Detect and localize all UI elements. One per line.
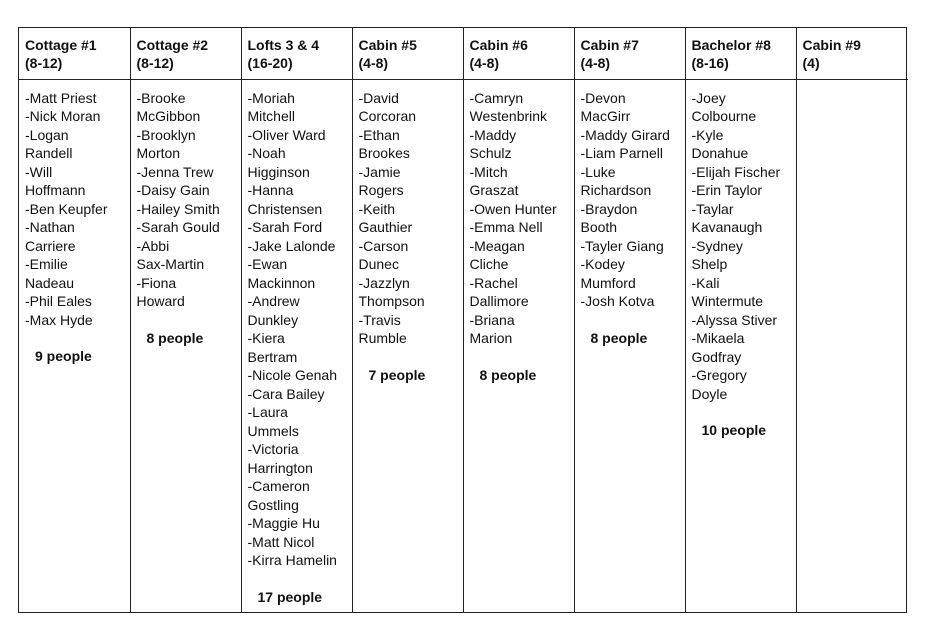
occupant-line: -Maddy — [469, 126, 517, 143]
occupant-line: -Josh Kotva — [580, 293, 655, 309]
occupant-line: Shelp — [691, 256, 728, 272]
occupant-line: -Jake Lalonde — [247, 237, 336, 254]
people-count: 10 people — [701, 422, 767, 438]
occupant-line: -Camryn — [469, 89, 524, 106]
header-row — [19, 28, 908, 79]
occupant-line: Gauthier — [358, 219, 413, 235]
occupant-line: -Nathan — [25, 219, 75, 235]
occupant-line: Mackinnon — [247, 274, 316, 291]
occupant-line: -Noah — [247, 145, 286, 161]
occupant-line: -Laura — [247, 404, 288, 420]
cabin-capacity: (8-16) — [691, 55, 729, 71]
occupant-line: -Devon — [580, 89, 626, 106]
occupant-line: -Cara Bailey — [247, 385, 325, 402]
occupant-line: -Ewan — [247, 256, 288, 272]
cabin-assignment-table — [18, 27, 907, 613]
occupant-list — [25, 89, 130, 330]
occupant-line: -Fiona — [136, 274, 177, 291]
occupant-line: Dallimore — [469, 293, 529, 309]
occupant-line: Richardson — [580, 182, 652, 198]
cabin-name: Lofts 3 & 4 — [247, 37, 320, 53]
cabin-name: Cottage #1 — [25, 37, 97, 53]
cabin-capacity: (8-12) — [25, 55, 63, 71]
cabin-capacity: (16-20) — [247, 55, 293, 71]
occupant-line: -Taylar — [691, 200, 734, 217]
occupant-line: -Andrew — [247, 293, 300, 309]
body-row — [19, 79, 908, 612]
cabin-occupants-cell — [130, 79, 241, 612]
occupant-list — [692, 89, 796, 404]
occupant-line: -Tayler Giang — [580, 237, 664, 254]
occupant-line: -Emilie — [25, 256, 68, 272]
cabin-name: Bachelor #8 — [691, 37, 771, 53]
occupant-line: -Sarah Ford — [247, 219, 323, 235]
occupant-line: -Oliver Ward — [247, 126, 326, 143]
occupant-line: -Alyssa Stiver — [691, 311, 778, 328]
occupant-line: Corcoran — [358, 108, 417, 124]
cabin-name: Cabin #7 — [580, 37, 639, 53]
occupant-line: -Phil Eales — [25, 293, 92, 309]
occupant-line: -Kodey — [580, 256, 625, 272]
occupant-line: -Rachel — [469, 274, 518, 291]
occupant-line: Cliche — [469, 256, 509, 272]
occupant-list — [359, 89, 463, 348]
occupant-line: -Matt Nicol — [247, 533, 315, 550]
occupant-line: -Moriah — [247, 89, 295, 106]
occupant-line: -Will — [25, 163, 53, 180]
occupant-line: Kavanaugh — [691, 219, 763, 235]
occupant-line: -Emma Nell — [469, 219, 543, 235]
occupant-line: -Briana — [469, 311, 515, 328]
occupant-line: Dunec — [358, 256, 399, 272]
occupant-line: -Logan — [25, 126, 69, 143]
occupant-line: -Luke — [580, 163, 616, 180]
occupant-line: -Meagan — [469, 237, 525, 254]
column-header — [19, 28, 130, 79]
occupant-line: Godfray — [691, 348, 742, 365]
cabin-name: Cabin #6 — [469, 37, 528, 53]
column-header — [796, 28, 908, 79]
occupant-line: Randell — [25, 145, 73, 161]
occupant-line: -Kirra Hamelin — [247, 552, 337, 568]
occupant-line: -Gregory — [691, 367, 747, 383]
occupant-list — [248, 89, 352, 570]
people-count: 7 people — [368, 366, 426, 383]
cabin-occupants-cell — [241, 79, 352, 612]
people-count: 8 people — [146, 329, 204, 346]
occupant-line: McGibbon — [136, 108, 201, 124]
occupant-line: -Jazzlyn — [358, 274, 410, 291]
occupant-line: Bertram — [247, 348, 298, 365]
occupant-line: Higginson — [247, 163, 310, 180]
occupant-line: -Sarah Gould — [136, 219, 220, 235]
occupant-line: Colbourne — [691, 108, 757, 124]
occupant-line: -Elijah Fischer — [691, 163, 781, 180]
occupant-line: -David — [358, 89, 399, 106]
occupant-line: Hoffmann — [25, 182, 86, 198]
cabin-occupants-cell — [685, 79, 796, 612]
occupant-line: Morton — [136, 145, 181, 161]
cabin-name: Cabin #9 — [802, 37, 861, 53]
occupant-line: Booth — [580, 219, 618, 235]
occupant-line: -Hailey Smith — [136, 200, 220, 217]
cabin-capacity: (4-8) — [580, 55, 611, 71]
occupant-line: Brookes — [358, 145, 410, 161]
occupant-line: Mitchell — [247, 108, 295, 124]
occupant-line: -Joey — [691, 89, 726, 106]
occupant-line: -Erin Taylor — [691, 182, 763, 198]
occupant-line: Doyle — [691, 385, 728, 402]
occupant-line: Sax-Martin — [136, 256, 205, 272]
occupant-line: -Travis — [358, 311, 401, 328]
cabin-occupants-cell — [463, 79, 574, 612]
people-count: 9 people — [35, 348, 92, 364]
occupant-line: -Cameron — [247, 478, 310, 494]
occupant-line: Christensen — [247, 200, 323, 217]
occupant-line: Dunkley — [247, 311, 299, 328]
occupant-line: Harrington — [247, 459, 313, 476]
occupant-line: -Mikaela — [691, 330, 745, 346]
cabin-name: Cabin #5 — [358, 37, 417, 53]
column-header — [463, 28, 574, 79]
occupant-line: Ummels — [247, 422, 299, 439]
cabin-grid — [19, 28, 908, 612]
occupant-list — [581, 89, 685, 311]
cabin-occupants-cell — [19, 79, 130, 612]
occupant-list — [137, 89, 241, 311]
occupant-line: -Jenna Trew — [136, 163, 214, 180]
occupant-line: -Abbi — [136, 237, 170, 254]
column-header — [352, 28, 463, 79]
occupant-line: Schulz — [469, 145, 512, 161]
occupant-line: -Kyle — [691, 126, 724, 143]
occupant-line: -Nicole Genah — [247, 367, 337, 383]
occupant-line: -Keith — [358, 200, 396, 217]
occupant-line: Donahue — [691, 145, 749, 161]
cabin-occupants-cell — [352, 79, 463, 612]
occupant-line: -Sydney — [691, 237, 743, 254]
occupant-line: Mumford — [580, 274, 636, 291]
cabin-occupants-cell — [574, 79, 685, 612]
occupant-line: Nadeau — [25, 274, 75, 291]
occupant-line: -Maggie Hu — [247, 515, 320, 531]
occupant-line: -Daisy Gain — [136, 182, 210, 198]
occupant-line: -Kali — [691, 274, 720, 291]
occupant-list — [470, 89, 574, 348]
occupant-line: Carriere — [25, 237, 76, 254]
occupant-line: -Braydon — [580, 200, 638, 217]
cabin-name: Cottage #2 — [136, 37, 209, 53]
people-count: 17 people — [257, 588, 323, 605]
occupant-line: Rogers — [358, 182, 404, 198]
occupant-line: -Brooke — [136, 89, 186, 106]
occupant-line: Marion — [469, 330, 513, 346]
cabin-capacity: (4-8) — [469, 55, 500, 71]
occupant-line: Rumble — [358, 330, 407, 346]
occupant-line: -Mitch — [469, 163, 508, 180]
occupant-line: -Hanna — [247, 182, 294, 198]
occupant-line: -Max Hyde — [25, 311, 93, 328]
occupant-line: -Victoria — [247, 441, 299, 457]
occupant-line: Westenbrink — [469, 108, 548, 124]
column-header — [130, 28, 241, 79]
occupant-line: -Jamie — [358, 163, 401, 180]
occupant-line: -Nick Moran — [25, 108, 101, 124]
occupant-line: -Ethan — [358, 126, 400, 143]
occupant-line: -Owen Hunter — [469, 200, 557, 217]
occupant-line: -Brooklyn — [136, 126, 196, 143]
occupant-line: Gostling — [247, 496, 299, 513]
occupant-line: -Ben Keupfer — [25, 200, 108, 217]
occupant-line: Howard — [136, 293, 185, 309]
occupant-line: -Maddy Girard — [580, 126, 670, 143]
occupant-line: Wintermute — [691, 293, 764, 309]
occupant-line: -Matt Priest — [25, 89, 97, 106]
people-count: 8 people — [590, 329, 648, 346]
occupant-line: -Kiera — [247, 330, 285, 346]
cabin-capacity: (4-8) — [358, 55, 389, 71]
cabin-capacity: (8-12) — [136, 55, 174, 71]
cabin-occupants-cell — [796, 79, 908, 612]
occupant-line: MacGirr — [580, 108, 631, 124]
occupant-line: -Carson — [358, 237, 409, 254]
occupant-line: Thompson — [358, 293, 425, 309]
people-count: 8 people — [479, 366, 537, 383]
column-header — [685, 28, 796, 79]
column-header — [574, 28, 685, 79]
cabin-capacity: (4) — [802, 55, 820, 71]
occupant-line: -Liam Parnell — [580, 145, 663, 161]
occupant-line: Graszat — [469, 182, 519, 198]
column-header — [241, 28, 352, 79]
